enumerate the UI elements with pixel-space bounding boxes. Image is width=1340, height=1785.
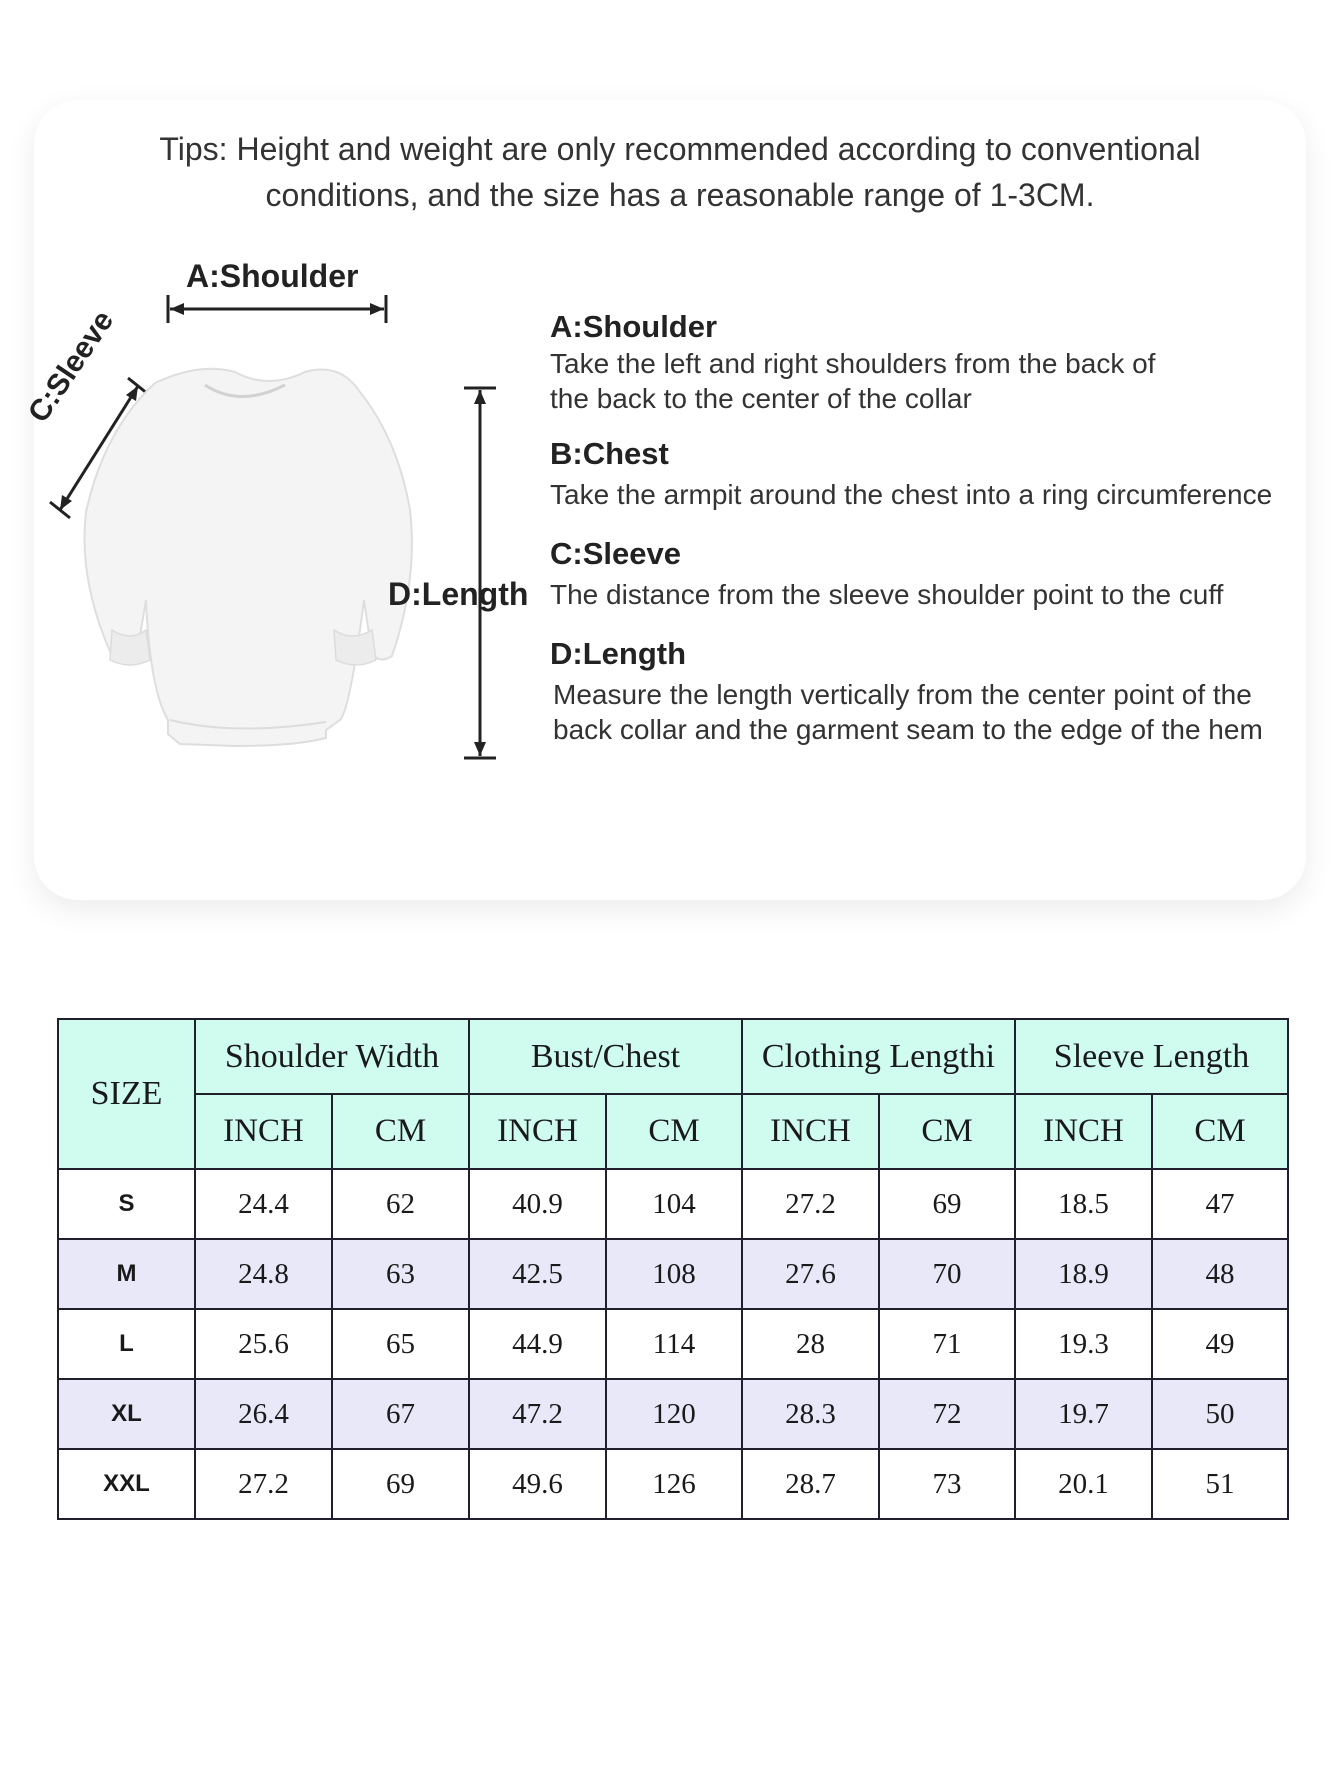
definition-sleeve — [550, 535, 1310, 612]
value-cell: 49 — [1152, 1309, 1288, 1379]
unit-header: INCH — [469, 1094, 606, 1169]
size-chart-table — [57, 1018, 1289, 1520]
value-cell: 28.7 — [742, 1449, 879, 1519]
unit-header: INCH — [742, 1094, 879, 1169]
size-header: SIZE — [58, 1019, 195, 1169]
value-cell: 63 — [332, 1239, 469, 1309]
unit-header: INCH — [195, 1094, 332, 1169]
definition-title: D:Length — [550, 636, 687, 671]
value-cell: 44.9 — [469, 1309, 606, 1379]
group-header-bust: Bust/Chest — [469, 1019, 742, 1094]
value-cell: 67 — [332, 1379, 469, 1449]
value-cell: 65 — [332, 1309, 469, 1379]
value-cell: 28.3 — [742, 1379, 879, 1449]
value-cell: 104 — [606, 1169, 742, 1239]
table-row — [58, 1379, 1288, 1449]
value-cell: 24.4 — [195, 1169, 332, 1239]
definition-text: Measure the length vertically from the center point of the — [553, 679, 1252, 710]
value-cell: 114 — [606, 1309, 742, 1379]
diagram-length-label: D:Length — [388, 576, 529, 612]
value-cell: 27.2 — [195, 1449, 332, 1519]
value-cell: 73 — [879, 1449, 1015, 1519]
size-cell: XL — [58, 1379, 195, 1449]
definition-text: Take the armpit around the chest into a ring circumference — [550, 479, 1273, 510]
value-cell: 40.9 — [469, 1169, 606, 1239]
value-cell: 72 — [879, 1379, 1015, 1449]
unit-header: CM — [606, 1094, 742, 1169]
group-header-sleeve: Sleeve Length — [1015, 1019, 1288, 1094]
value-cell: 48 — [1152, 1239, 1288, 1309]
value-cell: 126 — [606, 1449, 742, 1519]
tips-line-1: Tips: Height and weight are only recommended according to conventional — [159, 131, 1201, 167]
value-cell: 47.2 — [469, 1379, 606, 1449]
value-cell: 24.8 — [195, 1239, 332, 1309]
definition-title: C:Sleeve — [550, 536, 681, 571]
value-cell: 69 — [332, 1449, 469, 1519]
diagram-sleeve-label: C:Sleeve — [22, 304, 121, 429]
value-cell: 49.6 — [469, 1449, 606, 1519]
value-cell: 71 — [879, 1309, 1015, 1379]
definition-title: B:Chest — [550, 436, 669, 471]
value-cell: 51 — [1152, 1449, 1288, 1519]
value-cell: 70 — [879, 1239, 1015, 1309]
table-row — [58, 1169, 1288, 1239]
group-header-length: Clothing Lengthi — [742, 1019, 1015, 1094]
unit-header: CM — [879, 1094, 1015, 1169]
value-cell: 25.6 — [195, 1309, 332, 1379]
definition-title: A:Shoulder — [550, 309, 718, 344]
value-cell: 18.5 — [1015, 1169, 1152, 1239]
definition-text: the back to the center of the collar — [550, 383, 972, 414]
definition-shoulder — [550, 308, 1310, 416]
value-cell: 47 — [1152, 1169, 1288, 1239]
size-cell: M — [58, 1239, 195, 1309]
table-row — [58, 1309, 1288, 1379]
value-cell: 42.5 — [469, 1239, 606, 1309]
definition-chest — [550, 435, 1310, 512]
sweatshirt-shape — [84, 369, 411, 746]
group-header-shoulder: Shoulder Width — [195, 1019, 469, 1094]
table-row — [58, 1239, 1288, 1309]
sweatshirt-diagram — [0, 250, 560, 790]
value-cell: 18.9 — [1015, 1239, 1152, 1309]
unit-header: CM — [332, 1094, 469, 1169]
value-cell: 28 — [742, 1309, 879, 1379]
value-cell: 50 — [1152, 1379, 1288, 1449]
value-cell: 108 — [606, 1239, 742, 1309]
value-cell: 26.4 — [195, 1379, 332, 1449]
size-cell: S — [58, 1169, 195, 1239]
tips-line-2: conditions, and the size has a reasonable range of 1-3CM. — [265, 177, 1095, 213]
shoulder-arrow-icon — [168, 295, 386, 323]
definition-text: Take the left and right shoulders from the back of — [550, 348, 1156, 379]
value-cell: 120 — [606, 1379, 742, 1449]
definition-text: back collar and the garment seam to the edge of the hem — [553, 714, 1263, 745]
value-cell: 27.6 — [742, 1239, 879, 1309]
diagram-shoulder-label: A:Shoulder — [186, 258, 359, 294]
definition-text: The distance from the sleeve shoulder point to the cuff — [550, 579, 1224, 610]
definition-length — [550, 635, 1310, 747]
table-row — [58, 1449, 1288, 1519]
value-cell: 27.2 — [742, 1169, 879, 1239]
length-arrow-icon — [464, 388, 496, 758]
tips-text — [60, 126, 1300, 218]
value-cell: 62 — [332, 1169, 469, 1239]
value-cell: 69 — [879, 1169, 1015, 1239]
value-cell: 19.7 — [1015, 1379, 1152, 1449]
unit-header: INCH — [1015, 1094, 1152, 1169]
value-cell: 19.3 — [1015, 1309, 1152, 1379]
size-cell: L — [58, 1309, 195, 1379]
size-cell: XXL — [58, 1449, 195, 1519]
unit-header: CM — [1152, 1094, 1288, 1169]
value-cell: 20.1 — [1015, 1449, 1152, 1519]
